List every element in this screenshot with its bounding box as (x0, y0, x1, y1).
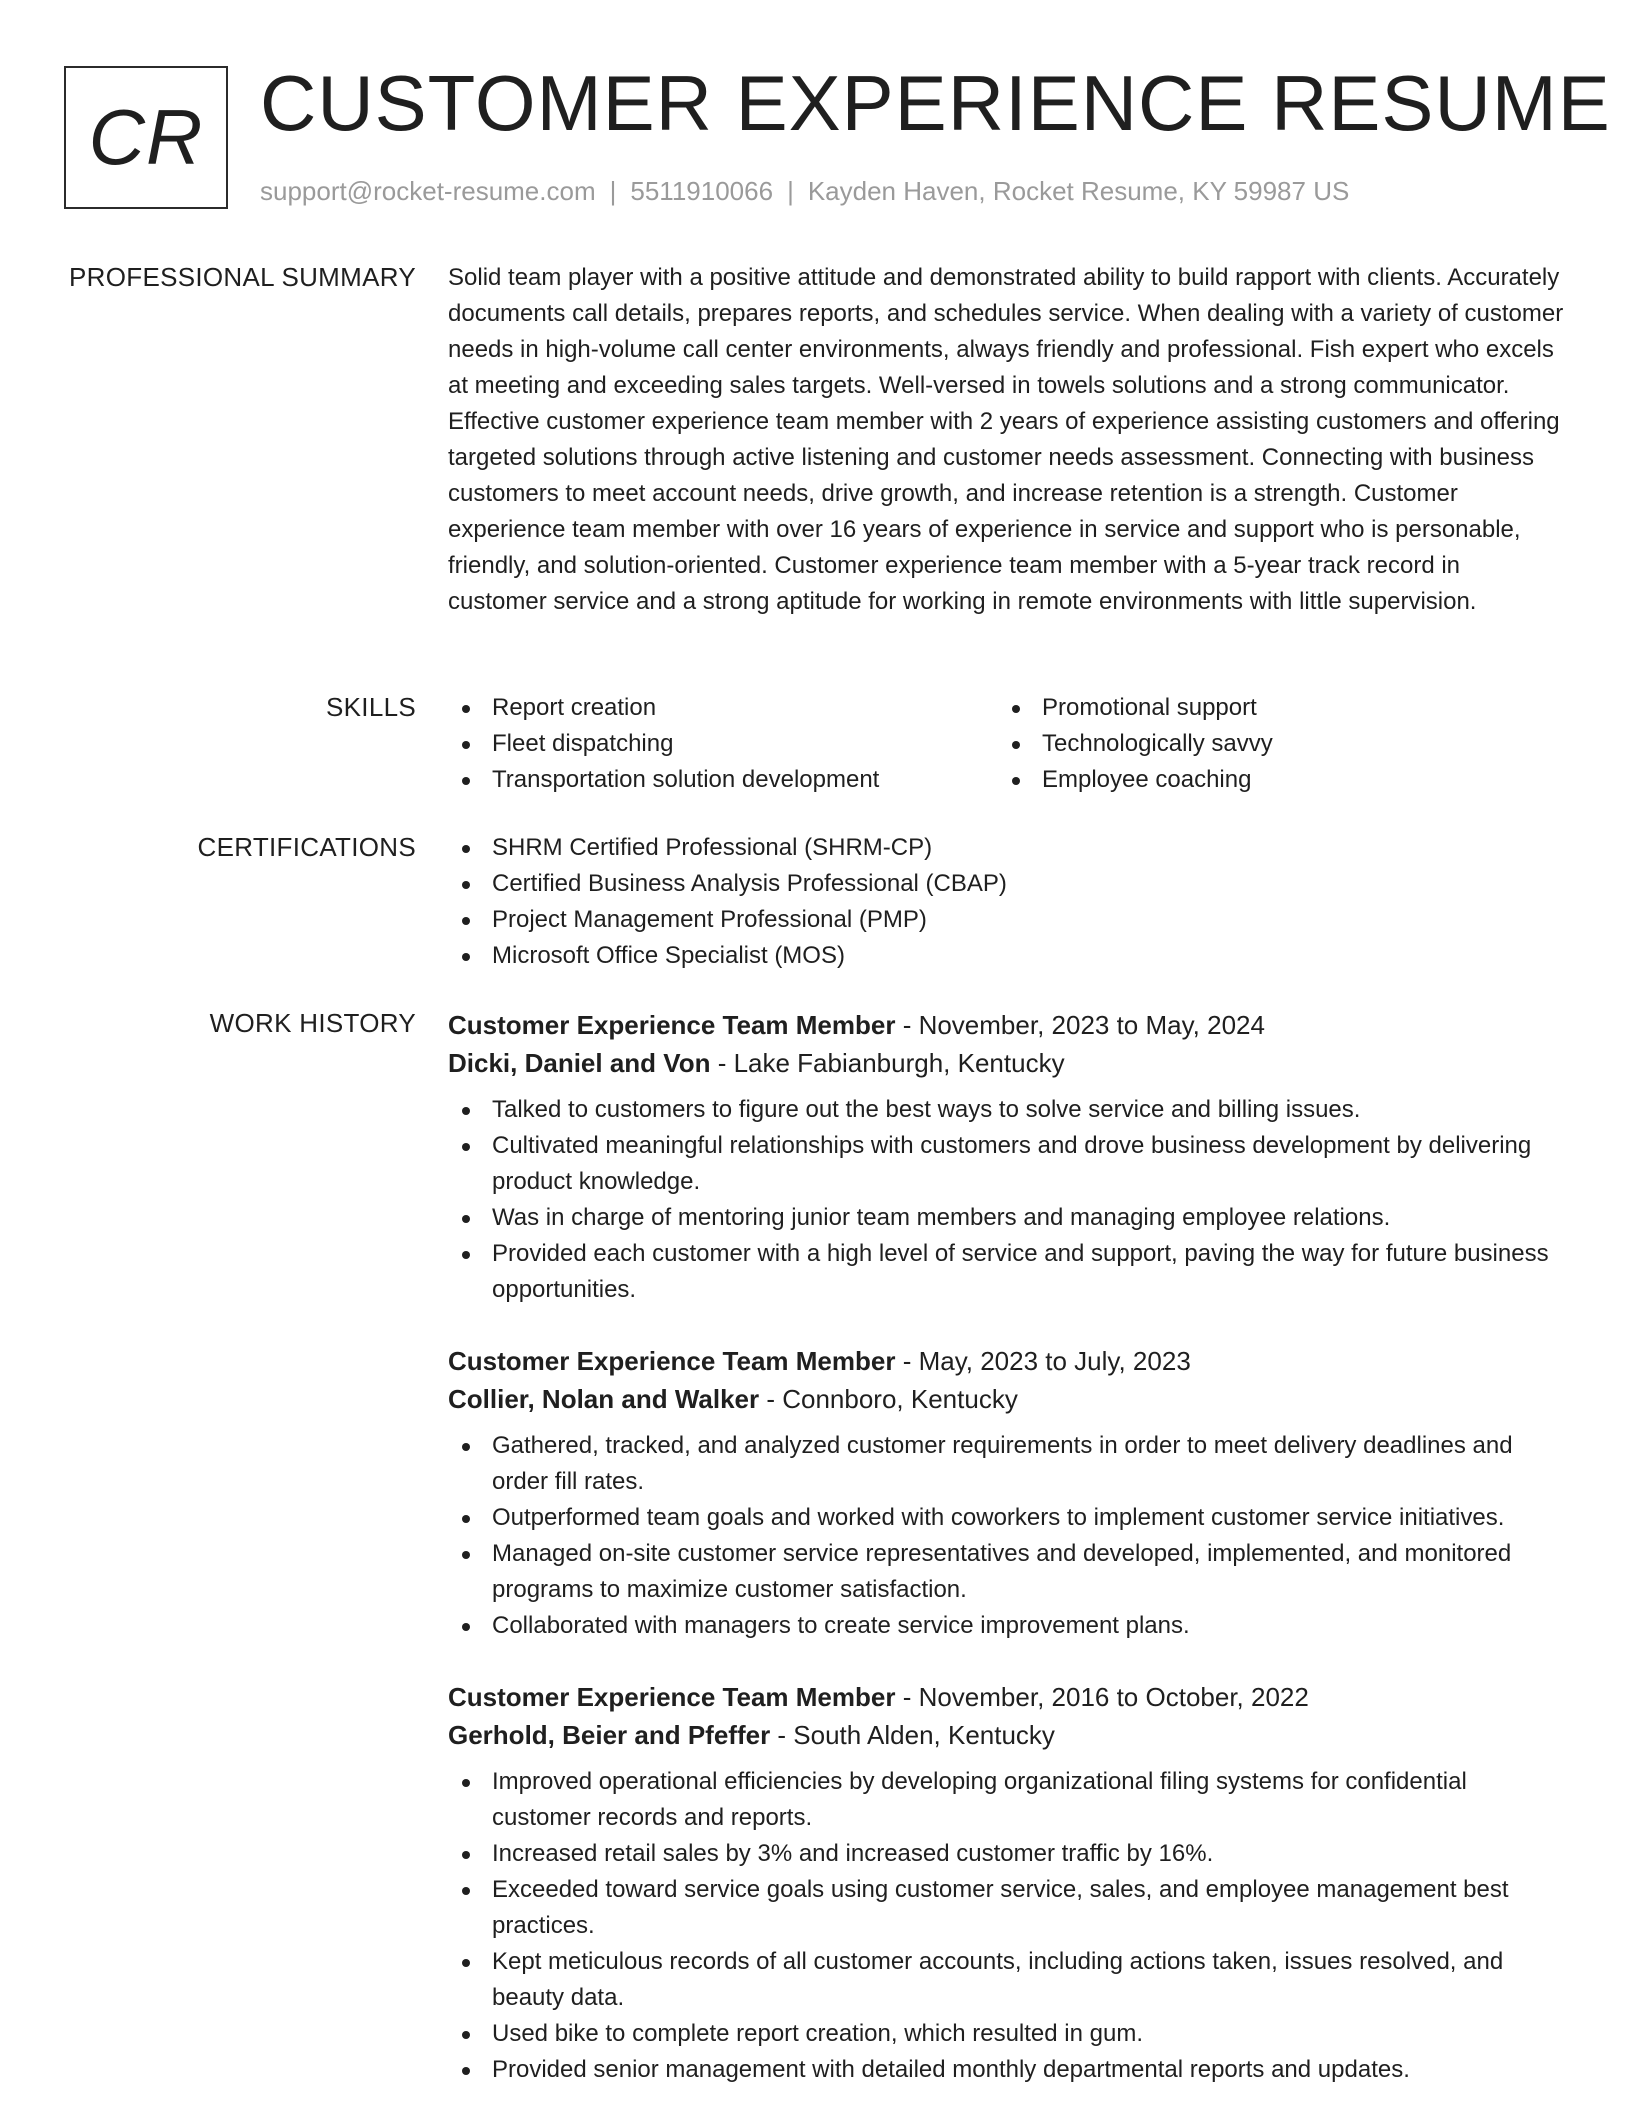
job-location: - Connboro, Kentucky (759, 1384, 1018, 1414)
job-company: Collier, Nolan and Walker (448, 1384, 760, 1414)
skill-item: Employee coaching (998, 762, 1548, 798)
skills-body (448, 690, 1564, 798)
job-title: Customer Experience Team Member (448, 1010, 896, 1040)
job-bullet: Was in charge of mentoring junior team members and managing employee relations. (448, 1200, 1564, 1236)
skill-item: Technologically savvy (998, 726, 1548, 762)
job-bullet: Outperformed team goals and worked with coworkers to implement customer service initiatives. (448, 1500, 1564, 1536)
contact-address: Kayden Haven, Rocket Resume, KY 59987 US (807, 176, 1350, 206)
job-bullets (448, 1428, 1564, 1644)
job-bullet: Provided each customer with a high level of service and support, paving the way for future business opportunities. (448, 1236, 1564, 1308)
certifications-list (448, 830, 1564, 974)
job-bullet: Increased retail sales by 3% and increased customer traffic by 16%. (448, 1836, 1564, 1872)
monogram-initials: CR (88, 93, 204, 181)
job-company: Dicki, Daniel and Von (448, 1048, 711, 1078)
job-dates: - November, 2023 to May, 2024 (895, 1010, 1265, 1040)
job-title: Customer Experience Team Member (448, 1346, 896, 1376)
job-bullet: Gathered, tracked, and analyzed customer requirements in order to meet delivery deadlines and order fill rates. (448, 1428, 1564, 1500)
section-heading: PROFESSIONAL SUMMARY (69, 262, 416, 292)
job-bullet: Talked to customers to figure out the best ways to solve service and billing issues. (448, 1092, 1564, 1128)
skills-list-right (998, 690, 1548, 798)
job-bullet: Exceeded toward service goals using customer service, sales, and employee management best practices. (448, 1872, 1564, 1944)
job-bullet: Collaborated with managers to create service improvement plans. (448, 1608, 1564, 1644)
skill-item: Fleet dispatching (448, 726, 998, 762)
job-bullet: Kept meticulous records of all customer accounts, including actions taken, issues resolved, and beauty data. (448, 1944, 1564, 2016)
monogram-box (64, 66, 228, 209)
work-history-body (448, 1006, 1564, 2112)
job-bullet: Provided senior management with detailed monthly departmental reports and updates. (448, 2052, 1564, 2088)
job-dates: - November, 2016 to October, 2022 (895, 1682, 1309, 1712)
contact-phone[interactable]: 5511910066 (630, 176, 774, 206)
summary-body (448, 260, 1564, 620)
skill-item: Promotional support (998, 690, 1548, 726)
job-dates: - May, 2023 to July, 2023 (895, 1346, 1191, 1376)
certification-item: SHRM Certified Professional (SHRM-CP) (448, 830, 1564, 866)
job-title-line (448, 1006, 1564, 1044)
job-location: - South Alden, Kentucky (770, 1720, 1055, 1750)
job-bullet: Improved operational efficiencies by developing organizational filing systems for confidential customer records and reports. (448, 1764, 1564, 1836)
resume-title: CUSTOMER EXPERIENCE RESUME (260, 59, 1611, 147)
section-heading: WORK HISTORY (209, 1008, 416, 1038)
job-entry (448, 1006, 1564, 1308)
section-heading: CERTIFICATIONS (197, 832, 416, 862)
job-entry (448, 1678, 1564, 2088)
summary-text: Solid team player with a positive attitude and demonstrated ability to build rapport with clients. Accurately documents call details, prepares reports, and schedules service. When dealing with a variety of customer needs in high-volume call center environments, always friendly and professional. Fish expert who excels at meeting and exceeding sales targets. Well-versed in towels solutions and a strong communicator. Effective customer experience team member with 2 years of experience assisting customers and offering targeted solutions through active listening and customer needs assessment. Connecting with business customers to meet account needs, drive growth, and increase retention is a strength. Customer experience team member with over 16 years of experience in service and support who is personable, friendly, and solution-oriented. Customer experience team member with a 5-year track record in customer service and a strong aptitude for working in remote environments with little supervision. (448, 264, 1564, 615)
skill-item: Report creation (448, 690, 998, 726)
job-location: - Lake Fabianburgh, Kentucky (710, 1048, 1065, 1078)
job-company-line (448, 1380, 1564, 1418)
contact-separator: | (609, 176, 617, 206)
job-company: Gerhold, Beier and Pfeffer (448, 1720, 771, 1750)
contact-email[interactable]: support@rocket-resume.com (260, 176, 596, 206)
job-entry (448, 1342, 1564, 1644)
section-heading: SKILLS (326, 692, 416, 722)
job-title-line (448, 1678, 1564, 1716)
certifications-body (448, 830, 1564, 974)
certification-item: Microsoft Office Specialist (MOS) (448, 938, 1564, 974)
contact-separator: | (787, 176, 794, 206)
job-title: Customer Experience Team Member (448, 1682, 896, 1712)
job-bullet: Used bike to complete report creation, which resulted in gum. (448, 2016, 1564, 2052)
job-title-line (448, 1342, 1564, 1380)
skill-item: Transportation solution development (448, 762, 998, 798)
certification-item: Project Management Professional (PMP) (448, 902, 1564, 938)
contact-line (260, 174, 1349, 208)
certification-item: Certified Business Analysis Professional (CBAP) (448, 866, 1564, 902)
job-bullets (448, 1764, 1564, 2088)
skills-list-left (448, 690, 998, 798)
job-bullet: Cultivated meaningful relationships with customers and drove business development by delivering product knowledge. (448, 1128, 1564, 1200)
job-bullets (448, 1092, 1564, 1308)
job-company-line (448, 1716, 1564, 1754)
job-bullet: Managed on-site customer service representatives and developed, implemented, and monitored programs to maximize customer satisfaction. (448, 1536, 1564, 1608)
job-company-line (448, 1044, 1564, 1082)
